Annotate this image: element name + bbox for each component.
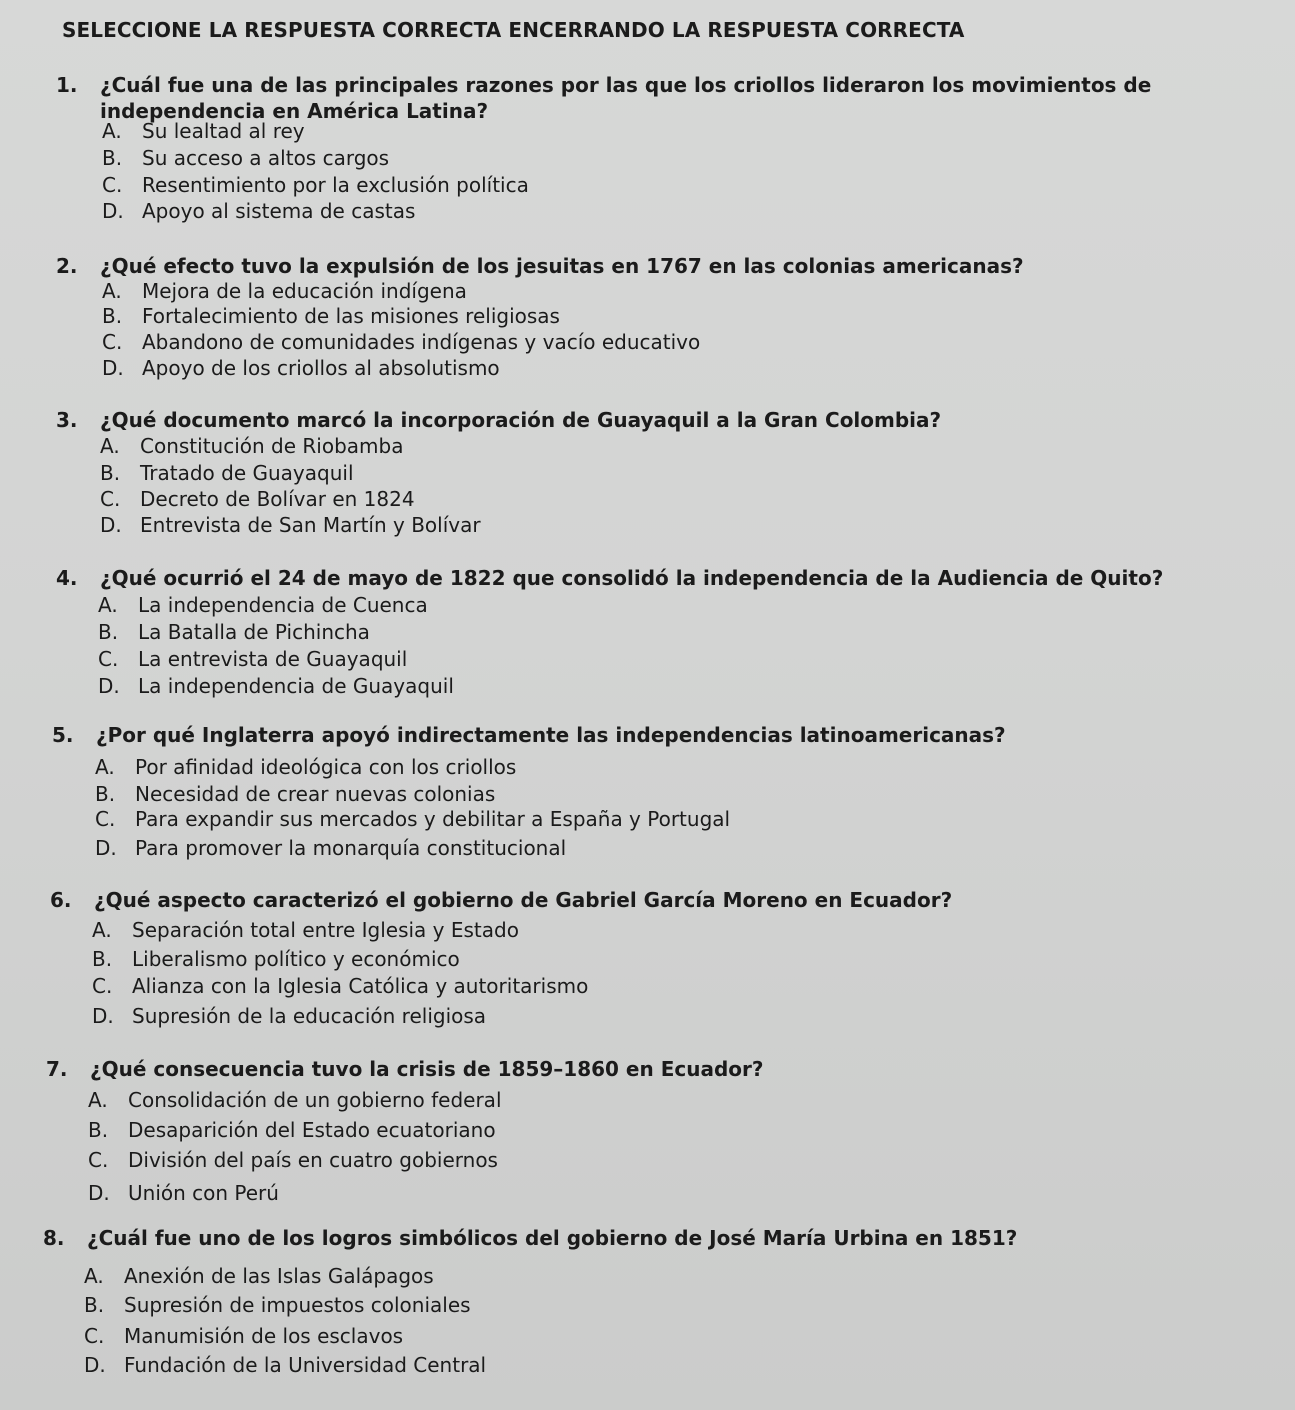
option-d[interactable] (92, 1003, 486, 1029)
option-c[interactable] (102, 329, 700, 355)
question-text: ¿Cuál fue uno de los logros simbólicos del gobierno de José María Urbina en 1851? (87, 1226, 1018, 1250)
option-letter: B. (98, 620, 119, 644)
option-text: Necesidad de crear nuevas colonias (135, 782, 496, 806)
option-letter: D. (98, 674, 120, 698)
option-letter: A. (98, 593, 118, 617)
question-text: ¿Cuál fue una de las principales razones por las que los criollos lideraron los movimientos de independencia en América Latina? (100, 73, 1152, 123)
option-a[interactable] (100, 433, 403, 459)
option-letter: C. (84, 1324, 105, 1348)
option-letter: D. (100, 513, 122, 537)
option-letter: C. (102, 330, 123, 354)
option-letter: C. (92, 974, 113, 998)
option-c[interactable] (98, 646, 407, 672)
option-text: Fortalecimiento de las misiones religiosas (142, 304, 560, 328)
option-b[interactable] (98, 619, 370, 645)
question-stem (50, 887, 1254, 913)
option-text: Por afinidad ideológica con los criollos (135, 755, 517, 779)
option-c[interactable] (102, 172, 529, 198)
option-letter: C. (98, 647, 119, 671)
question-number: 8. (43, 1226, 65, 1250)
option-b[interactable] (88, 1117, 496, 1143)
option-letter: B. (102, 146, 123, 170)
question-number: 5. (52, 723, 74, 747)
option-text: Su lealtad al rey (142, 119, 305, 143)
question-number: 7. (46, 1057, 68, 1081)
option-text: Alianza con la Iglesia Católica y autoritarismo (132, 974, 589, 998)
option-text: Apoyo al sistema de castas (142, 199, 416, 223)
option-d[interactable] (100, 512, 481, 538)
option-text: Desaparición del Estado ecuatoriano (128, 1118, 496, 1142)
option-letter: A. (88, 1088, 108, 1112)
option-c[interactable] (88, 1147, 498, 1173)
option-text: Mejora de la educación indígena (142, 279, 467, 303)
option-a[interactable] (92, 917, 519, 943)
option-b[interactable] (92, 946, 460, 972)
question-text: ¿Qué consecuencia tuvo la crisis de 1859–1860 en Ecuador? (90, 1057, 764, 1081)
option-a[interactable] (84, 1263, 434, 1289)
option-text: Apoyo de los criollos al absolutismo (142, 356, 500, 380)
option-letter: A. (95, 755, 115, 779)
option-c[interactable] (84, 1323, 403, 1349)
question-text: ¿Qué efecto tuvo la expulsión de los jesuitas en 1767 en las colonias americanas? (100, 254, 1024, 278)
option-text: Su acceso a altos cargos (142, 146, 390, 170)
option-d[interactable] (95, 835, 566, 861)
option-text: Para promover la monarquía constitucional (135, 836, 567, 860)
option-letter: D. (92, 1004, 114, 1028)
option-d[interactable] (102, 355, 500, 381)
option-b[interactable] (95, 781, 495, 807)
option-a[interactable] (102, 118, 305, 144)
question-stem (56, 72, 1260, 124)
option-letter: B. (102, 304, 123, 328)
option-letter: A. (92, 918, 112, 942)
question-stem (56, 565, 1260, 591)
option-text: La independencia de Cuenca (138, 593, 428, 617)
option-d[interactable] (102, 198, 415, 224)
option-text: Resentimiento por la exclusión política (142, 173, 529, 197)
option-letter: B. (95, 782, 116, 806)
option-d[interactable] (98, 673, 454, 699)
question-number: 4. (56, 566, 78, 590)
option-letter: C. (95, 807, 116, 831)
option-letter: B. (100, 461, 121, 485)
option-a[interactable] (95, 754, 516, 780)
option-letter: D. (102, 356, 124, 380)
option-b[interactable] (84, 1292, 471, 1318)
option-text: Fundación de la Universidad Central (124, 1353, 487, 1377)
option-b[interactable] (102, 303, 560, 329)
option-text: Separación total entre Iglesia y Estado (132, 918, 519, 942)
question-text: ¿Qué aspecto caracterizó el gobierno de Gabriel García Moreno en Ecuador? (94, 888, 953, 912)
option-text: Anexión de las Islas Galápagos (124, 1264, 434, 1288)
question-stem (43, 1225, 1247, 1251)
option-c[interactable] (100, 486, 415, 512)
option-a[interactable] (88, 1087, 502, 1113)
option-d[interactable] (84, 1352, 486, 1378)
option-b[interactable] (100, 460, 354, 486)
option-letter: D. (88, 1181, 110, 1205)
option-text: Decreto de Bolívar en 1824 (140, 487, 415, 511)
question-text: ¿Qué ocurrió el 24 de mayo de 1822 que consolidó la independencia de la Audiencia de Quito? (100, 566, 1164, 590)
option-letter: C. (100, 487, 121, 511)
question-stem (56, 407, 1260, 433)
question-text: ¿Qué documento marcó la incorporación de Guayaquil a la Gran Colombia? (100, 408, 942, 432)
question-number: 2. (56, 254, 78, 278)
worksheet-header: SELECCIONE LA RESPUESTA CORRECTA ENCERRANDO LA RESPUESTA CORRECTA (62, 18, 965, 42)
option-text: Manumisión de los esclavos (124, 1324, 404, 1348)
option-letter: A. (102, 279, 122, 303)
option-letter: B. (84, 1293, 105, 1317)
option-b[interactable] (102, 145, 389, 171)
option-c[interactable] (95, 806, 730, 832)
option-letter: B. (92, 947, 113, 971)
option-letter: D. (95, 836, 117, 860)
option-letter: D. (84, 1353, 106, 1377)
option-letter: D. (102, 199, 124, 223)
option-a[interactable] (98, 592, 428, 618)
question-stem (46, 1056, 1250, 1082)
option-text: Para expandir sus mercados y debilitar a España y Portugal (135, 807, 731, 831)
option-text: Consolidación de un gobierno federal (128, 1088, 502, 1112)
option-letter: A. (100, 434, 120, 458)
option-letter: C. (102, 173, 123, 197)
option-letter: A. (102, 119, 122, 143)
option-text: Constitución de Riobamba (140, 434, 404, 458)
option-letter: C. (88, 1148, 109, 1172)
option-text: División del país en cuatro gobiernos (128, 1148, 498, 1172)
option-text: Tratado de Guayaquil (140, 461, 354, 485)
option-d[interactable] (88, 1180, 279, 1206)
question-number: 1. (56, 73, 78, 97)
option-text: Abandono de comunidades indígenas y vacío educativo (142, 330, 701, 354)
question-number: 3. (56, 408, 78, 432)
option-text: Liberalismo político y económico (132, 947, 460, 971)
option-text: La Batalla de Pichincha (138, 620, 370, 644)
option-letter: A. (84, 1264, 104, 1288)
option-text: Supresión de impuestos coloniales (124, 1293, 471, 1317)
option-text: Supresión de la educación religiosa (132, 1004, 487, 1028)
option-text: La entrevista de Guayaquil (138, 647, 408, 671)
option-a[interactable] (102, 278, 467, 304)
option-text: Unión con Perú (128, 1181, 279, 1205)
question-stem (52, 722, 1256, 748)
option-letter: B. (88, 1118, 109, 1142)
question-stem (56, 253, 1260, 279)
option-c[interactable] (92, 973, 588, 999)
question-text: ¿Por qué Inglaterra apoyó indirectamente las independencias latinoamericanas? (96, 723, 1006, 747)
option-text: La independencia de Guayaquil (138, 674, 454, 698)
option-text: Entrevista de San Martín y Bolívar (140, 513, 481, 537)
question-number: 6. (50, 888, 72, 912)
